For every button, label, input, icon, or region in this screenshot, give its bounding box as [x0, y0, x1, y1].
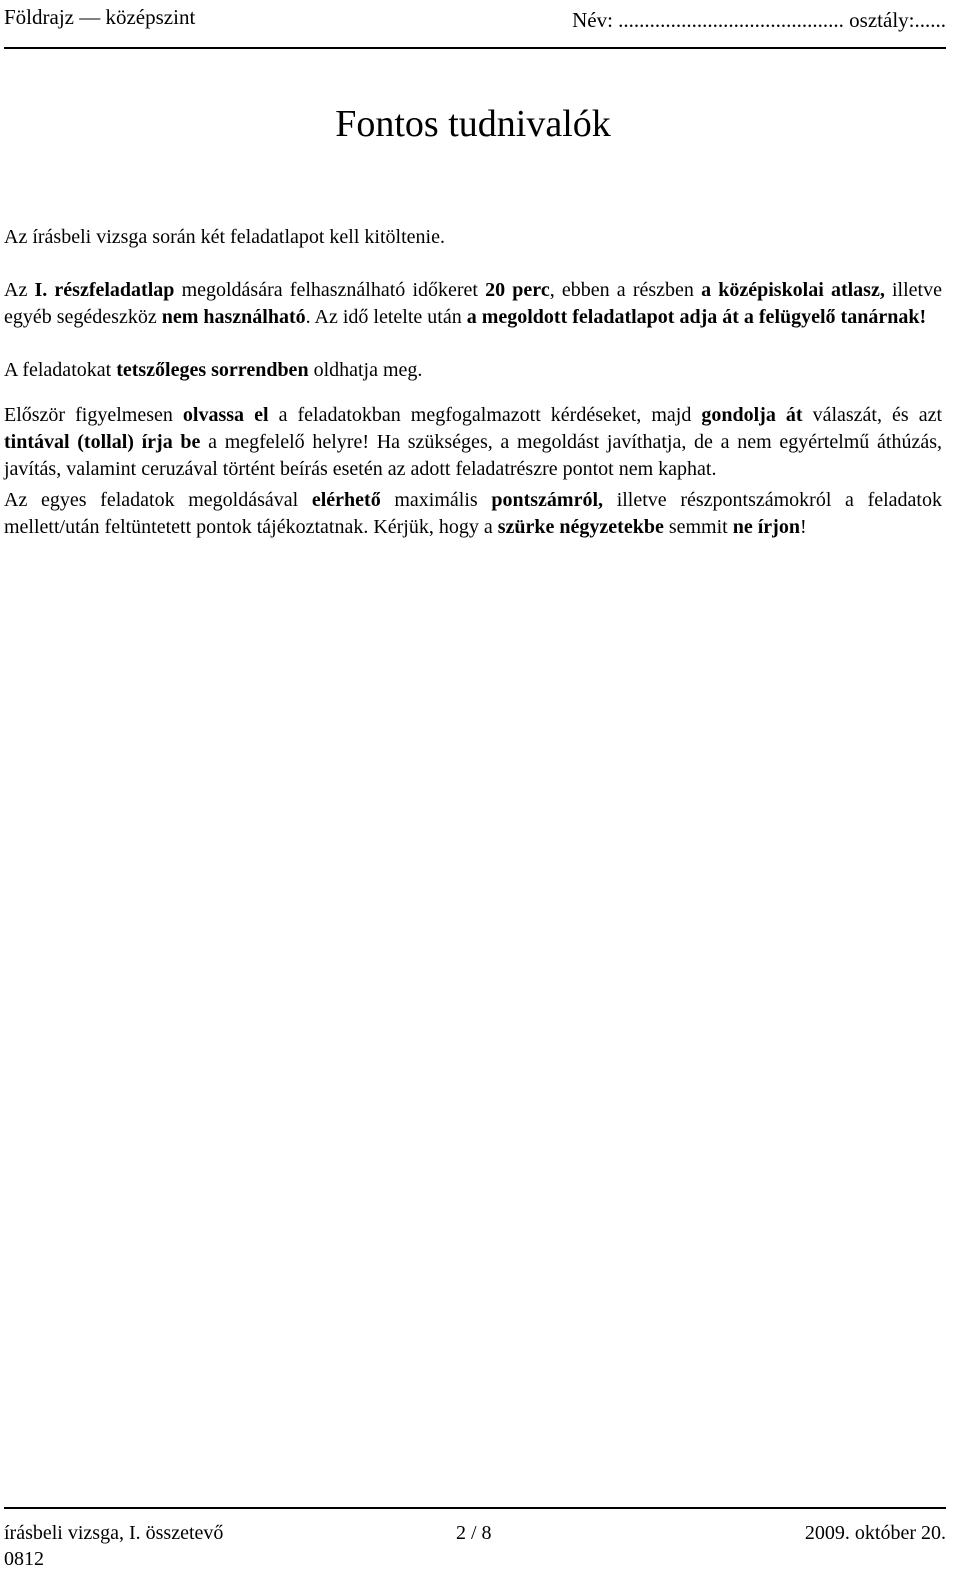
paragraph-text: , ebben a részben	[549, 279, 702, 301]
paragraph-text: oldhatja meg.	[308, 359, 423, 381]
emphasized-text: I. részfeladatlap	[34, 279, 175, 301]
emphasized-text: 20 perc	[485, 279, 550, 301]
exam-code: 0812	[4, 1548, 44, 1570]
instruction-paragraph-5	[4, 487, 942, 541]
name-class-field[interactable]: Név: ........................................... osztály:......	[572, 8, 946, 32]
paragraph-text: . Az idő letelte után	[305, 306, 467, 328]
paragraph-text: A feladatokat	[4, 359, 117, 381]
paragraph-text: semmit	[663, 516, 733, 538]
paragraph-text: illetve egyéb segédeszköz	[4, 279, 942, 328]
emphasized-text: a középiskolai atlasz,	[701, 279, 885, 301]
paragraph-text: Az írásbeli vizsga során két feladatlapot kell kitöltenie.	[4, 226, 445, 248]
paragraph-text: Először figyelmesen	[4, 404, 183, 426]
exam-date: 2009. október 20.	[804, 1522, 946, 1544]
instructions-body	[4, 224, 942, 541]
emphasized-text: olvassa el	[182, 404, 269, 426]
page-title: Fontos tudnivalók	[335, 103, 611, 145]
footer-divider	[4, 1507, 946, 1509]
header-divider	[4, 47, 946, 49]
emphasized-text: ne írjon	[732, 516, 800, 538]
exam-part-label: írásbeli vizsga, I. összetevő	[4, 1522, 224, 1544]
paragraph-text: megoldására felhasználható időkeret	[174, 279, 486, 301]
subject-level-label: Földrajz — középszint	[4, 5, 196, 29]
page-number: 2 / 8	[456, 1522, 492, 1544]
instruction-paragraph-2	[4, 277, 942, 331]
emphasized-text: szürke négyzetekbe	[497, 516, 664, 538]
paragraph-text: a megfelelő helyre! Ha szükséges, a megoldást javíthatja, de a nem egyértelmű áthúzás, javítás, valamint ceruzával történt beírás esetén az adott feladatrészre pontot nem kaphat.	[4, 431, 942, 480]
paragraph-text: maximális	[380, 489, 492, 511]
instruction-paragraph-4	[4, 402, 942, 483]
page-footer	[4, 1520, 946, 1590]
paragraph-text: Az	[4, 279, 35, 301]
instruction-paragraph-1	[4, 224, 942, 251]
emphasized-text: tintával (tollal) írja be	[4, 431, 201, 453]
emphasized-text: gondolja át	[701, 404, 803, 426]
paragraph-text: illetve részpontszámokról a feladatok mellett/után feltüntetett pontok tájékoztatnak. Kérjük, hogy a	[4, 489, 942, 538]
emphasized-text: tetszőleges sorrendben	[116, 359, 309, 381]
emphasized-text: elérhető	[311, 489, 381, 511]
paragraph-text: Az egyes feladatok megoldásával	[4, 489, 312, 511]
paragraph-text: !	[799, 516, 807, 538]
emphasized-text: a megoldott feladatlapot adja át a felügyelő tanárnak!	[466, 306, 927, 328]
paragraph-text: a feladatokban megfogalmazott kérdéseket, majd	[268, 404, 702, 426]
emphasized-text: pontszámról,	[491, 489, 604, 511]
paragraph-text: válaszát, és azt	[802, 404, 943, 426]
instruction-paragraph-3	[4, 357, 942, 384]
page-header	[4, 0, 946, 50]
emphasized-text: nem használható	[161, 306, 306, 328]
